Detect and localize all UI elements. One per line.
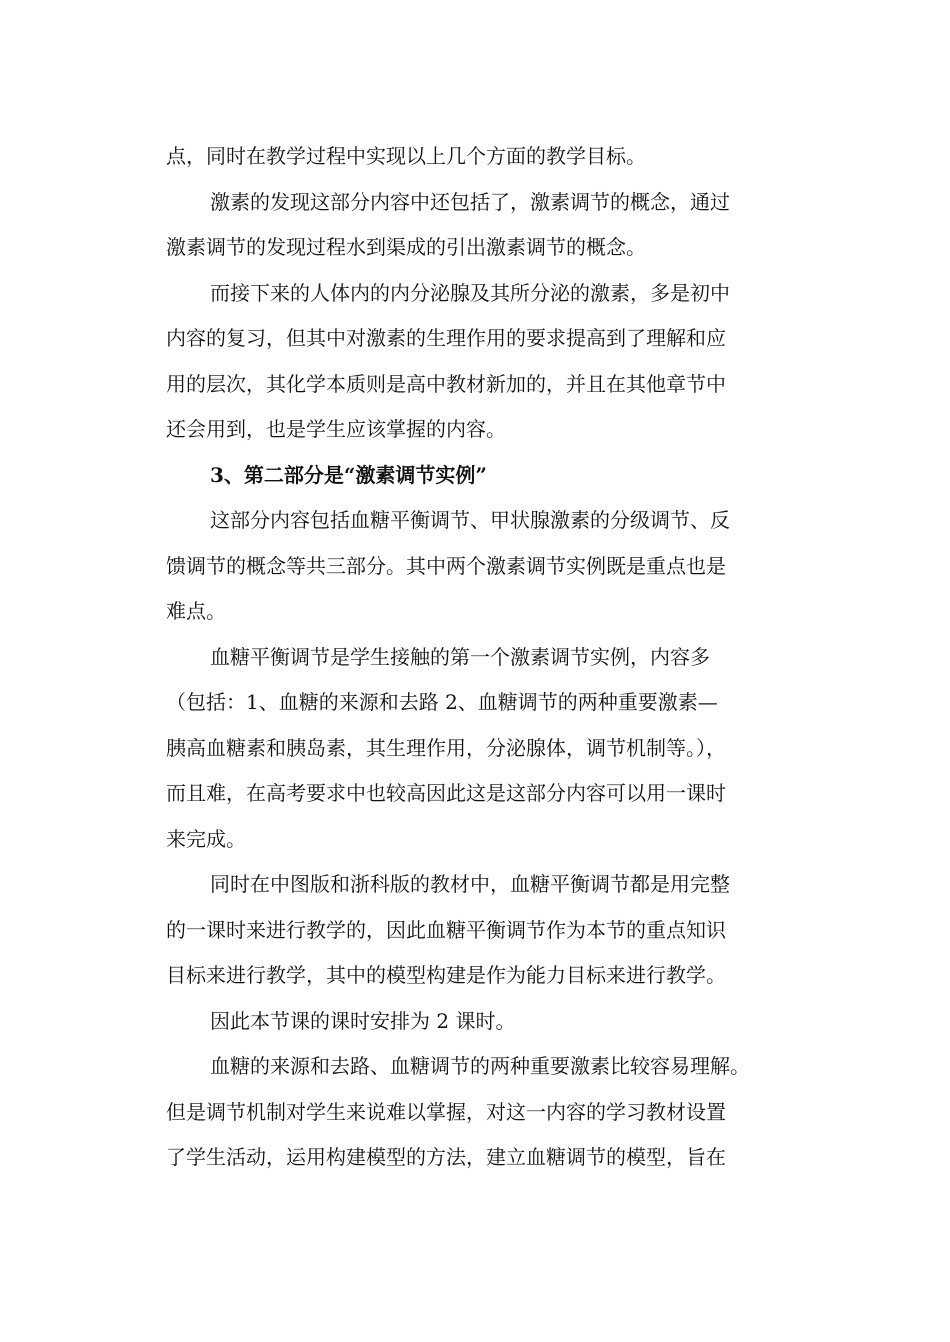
text-line: 了学生活动，运用构建模型的方法，建立血糖调节的模型，旨在 (166, 1145, 726, 1169)
text-line: 用的层次，其化学本质则是高中教材新加的，并且在其他章节中 (166, 371, 726, 396)
text-line: 而且难，在高考要求中也较高因此这是这部分内容可以用一课时 (166, 781, 726, 805)
text-line: 的一课时来进行教学的，因此血糖平衡调节作为本节的重点知识 (166, 917, 726, 942)
text-line: 难点。 (166, 599, 226, 623)
text-line: 而接下来的人体内的内分泌腺及其所分泌的激素，多是初中 (210, 280, 730, 305)
section-heading: 3、第二部分是“激素调节实例” (210, 462, 487, 487)
text-line: 胰高血糖素和胰岛素，其生理作用，分泌腺体，调节机制等。）， (166, 735, 726, 760)
text-line: 目标来进行教学，其中的模型构建是作为能力目标来进行教学。 (166, 963, 726, 987)
text-line: 点，同时在教学过程中实现以上几个方面的教学目标。 (166, 144, 646, 168)
text-line: 这部分内容包括血糖平衡调节、甲状腺激素的分级调节、反 (210, 508, 730, 532)
text-line: 激素调节的发现过程水到渠成的引出激素调节的概念。 (166, 235, 646, 259)
text-line: 血糖的来源和去路、血糖调节的两种重要激素比较容易理解。 (210, 1054, 750, 1078)
text-line: 但是调节机制对学生来说难以掌握，对这一内容的学习教材设置 (166, 1099, 726, 1124)
text-line: 内容的复习，但其中对激素的生理作用的要求提高到了理解和应 (166, 326, 726, 350)
text-line: （包括：1、血糖的来源和去路 2、血糖调节的两种重要激素— (166, 690, 718, 714)
text-line: 因此本节课的课时安排为 2 课时。 (210, 1008, 516, 1033)
text-line: 馈调节的概念等共三部分。其中两个激素调节实例既是重点也是 (166, 553, 726, 578)
text-line: 还会用到，也是学生应该掌握的内容。 (166, 417, 506, 441)
document-body (166, 134, 806, 1181)
text-line: 激素的发现这部分内容中还包括了，激素调节的概念，通过 (210, 189, 730, 214)
text-line: 同时在中图版和浙科版的教材中，血糖平衡调节都是用完整 (210, 872, 730, 896)
text-line: 血糖平衡调节是学生接触的第一个激素调节实例，内容多 (210, 644, 710, 669)
text-line: 来完成。 (166, 826, 246, 851)
